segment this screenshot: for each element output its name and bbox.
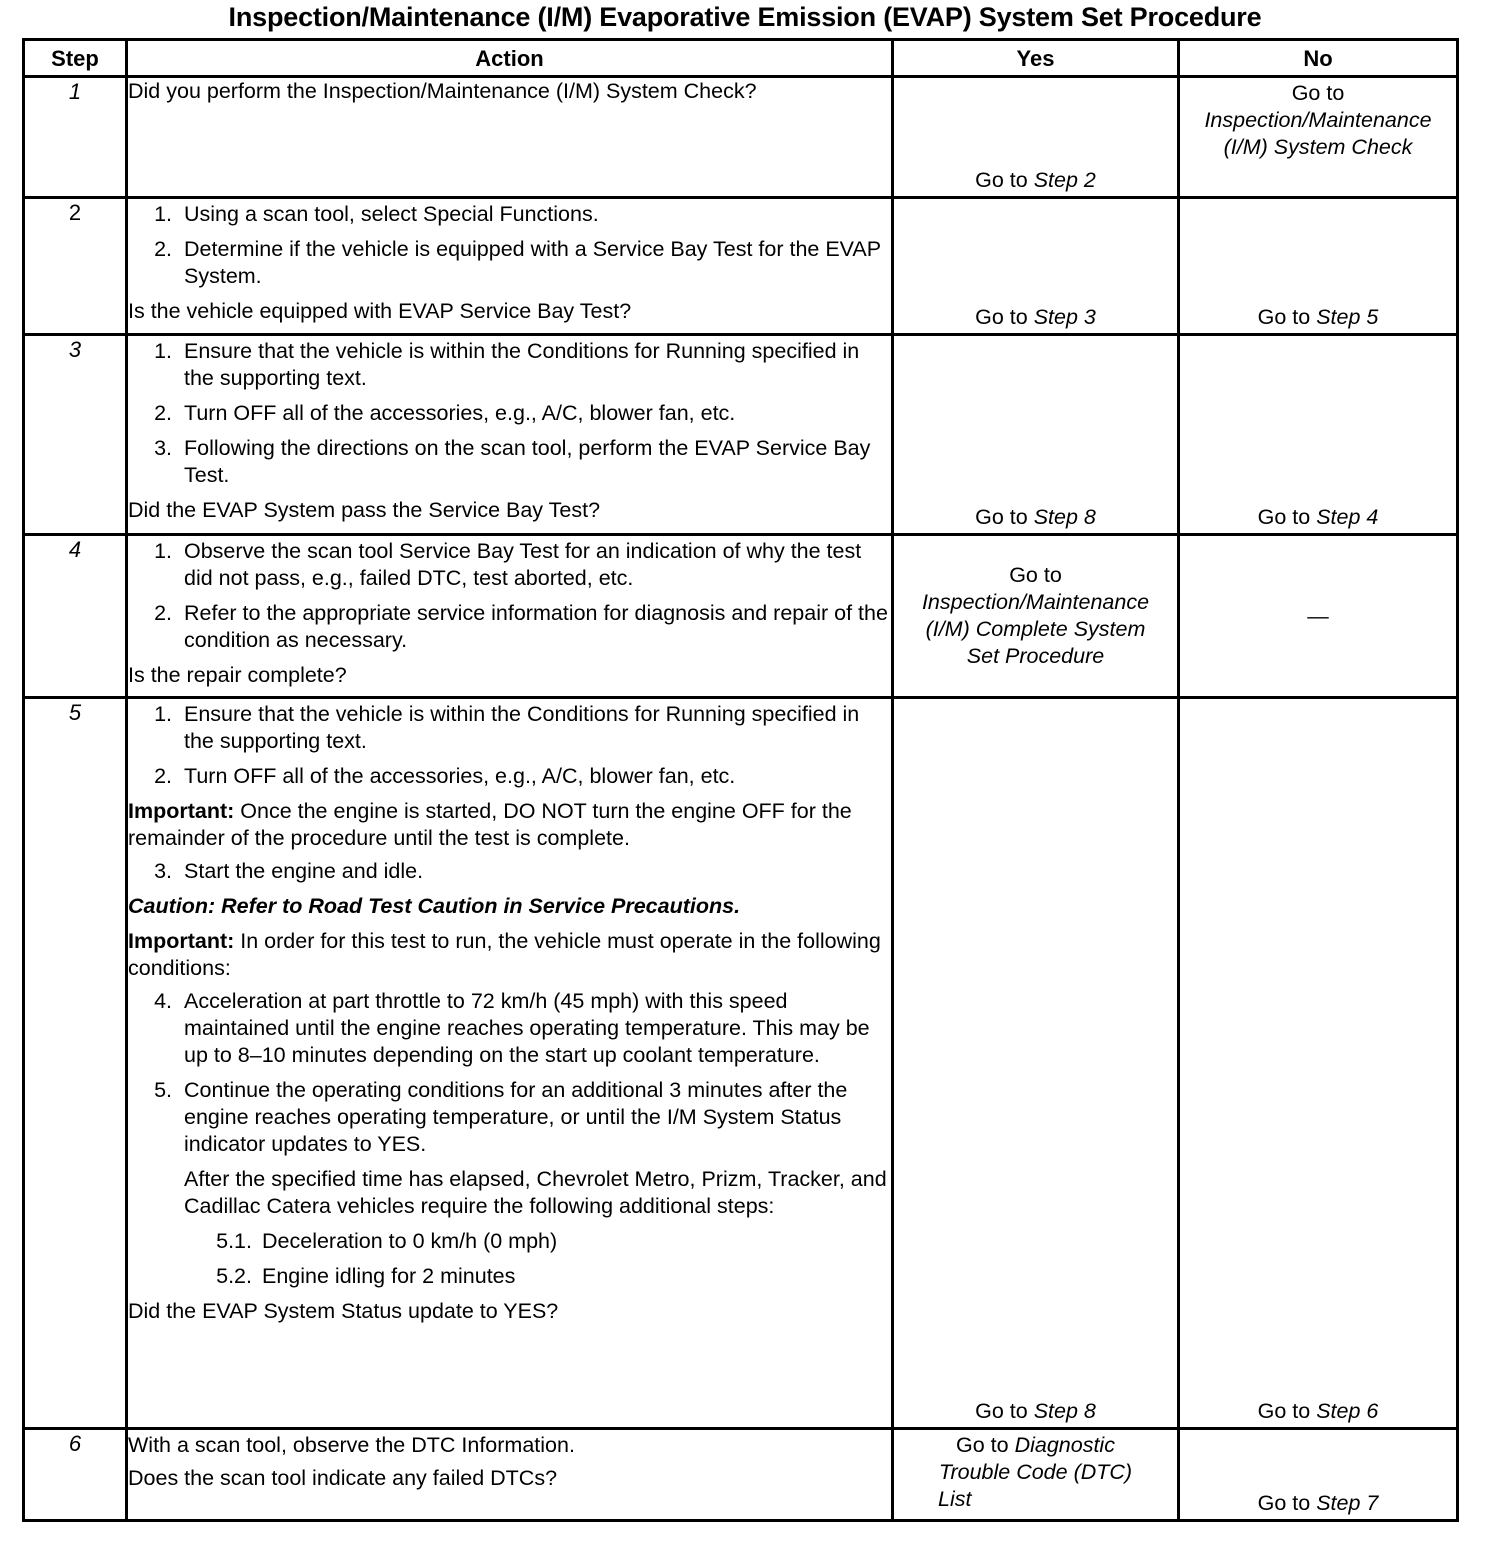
- no-cell: [1179, 198, 1458, 335]
- list-item: 2. Refer to the appropriate service information for diagnosis and repair of the condition as necessary.: [154, 601, 888, 652]
- no-value: —: [1307, 603, 1329, 628]
- list-item: 2. Turn OFF all of the accessories, e.g., A/C, blower fan, etc.: [154, 764, 736, 788]
- yes-cell: [893, 77, 1179, 198]
- step-number: 4: [24, 535, 127, 698]
- header-row: [24, 40, 1458, 77]
- action-cell: [127, 335, 893, 535]
- action-cell: [127, 198, 893, 335]
- table-row-step-2: [24, 198, 1458, 335]
- yes-link[interactable]: Go to Step 8: [975, 505, 1096, 529]
- action-list: [128, 988, 891, 1158]
- no-cell: [1179, 698, 1458, 1429]
- table-row-step-6: [24, 1429, 1458, 1521]
- list-item: 5.1. Deceleration to 0 km/h (0 mph): [216, 1229, 558, 1253]
- table-row-step-4: [24, 535, 1458, 698]
- yes-link[interactable]: Go to Diagnostic Trouble Code (DTC) List: [938, 1433, 1133, 1511]
- list-item: 1. Ensure that the vehicle is within the Conditions for Running specified in the supporting text.: [154, 702, 860, 753]
- list-item: 1. Using a scan tool, select Special Functions.: [154, 202, 599, 226]
- list-item: 5.2. Engine idling for 2 minutes: [216, 1264, 516, 1288]
- action-list: [128, 538, 891, 654]
- yes-cell: [893, 535, 1179, 698]
- yes-cell: [893, 335, 1179, 535]
- table-row-step-3: [24, 335, 1458, 535]
- header-no: No: [1179, 40, 1458, 77]
- no-link[interactable]: Go to Step 5: [1257, 305, 1379, 329]
- important-note: Important: In order for this test to run, the vehicle must operate in the following conditions:: [128, 929, 881, 980]
- question-text: Did the EVAP System Status update to YES?: [128, 1299, 559, 1323]
- no-link[interactable]: Go to Step 7: [1257, 1491, 1379, 1515]
- list-item: 2. Turn OFF all of the accessories, e.g., A/C, blower fan, etc.: [154, 401, 736, 425]
- question-text: Did you perform the Inspection/Maintenance (I/M) System Check?: [128, 79, 757, 103]
- procedure-table: [22, 38, 1459, 1522]
- table-row-step-5: [24, 698, 1458, 1429]
- yes-cell: [893, 698, 1179, 1429]
- yes-link[interactable]: Go to Step 2: [975, 168, 1096, 192]
- sub-step-list: [128, 1228, 891, 1290]
- page-title: Inspection/Maintenance (I/M) Evaporative Emission (EVAP) System Set Procedure: [228, 2, 1262, 32]
- action-list: [128, 201, 891, 290]
- step-number: 1: [24, 77, 127, 198]
- action-cell: [127, 1429, 893, 1521]
- yes-link[interactable]: Go to Step 3: [975, 305, 1096, 329]
- list-item: 5. Continue the operating conditions for an additional 3 minutes after the engine reaches operating temperature, or until the I/M System Status indicator updates to YES.: [154, 1078, 848, 1156]
- header-yes: Yes: [893, 40, 1179, 77]
- yes-cell: [893, 198, 1179, 335]
- no-link[interactable]: Go to Inspection/Maintenance (I/M) System Check: [1204, 81, 1432, 159]
- step-number: 5: [24, 698, 127, 1429]
- question-text: Is the repair complete?: [128, 663, 347, 687]
- list-item: 2. Determine if the vehicle is equipped with a Service Bay Test for the EVAP System.: [154, 237, 881, 288]
- action-cell: [127, 535, 893, 698]
- important-note: Important: Once the engine is started, DO NOT turn the engine OFF for the remainder of the procedure until the test is complete.: [128, 799, 852, 850]
- no-link[interactable]: Go to Step 6: [1257, 1399, 1379, 1423]
- no-cell: [1179, 335, 1458, 535]
- step-number: 2: [24, 198, 127, 335]
- yes-cell: [893, 1429, 1179, 1521]
- question-text: Is the vehicle equipped with EVAP Service Bay Test?: [128, 299, 632, 323]
- no-cell: [1179, 1429, 1458, 1521]
- list-item: 4. Acceleration at part throttle to 72 km/h (45 mph) with this speed maintained until the engine reaches operating temperature. This may be up to 8–10 minutes depending on the start up coolant temperature.: [154, 989, 870, 1067]
- step-number: 6: [24, 1429, 127, 1521]
- header-action: Action: [127, 40, 893, 77]
- list-item: 1. Observe the scan tool Service Bay Test for an indication of why the test did not pass, e.g., failed DTC, test aborted, etc.: [154, 539, 862, 590]
- header-step: Step: [24, 40, 127, 77]
- no-link[interactable]: Go to Step 4: [1257, 505, 1379, 529]
- step-number: 3: [24, 335, 127, 535]
- action-list: [128, 338, 891, 489]
- list-item: 1. Ensure that the vehicle is within the Conditions for Running specified in the supporting text.: [154, 339, 860, 390]
- question-text: Does the scan tool indicate any failed DTCs?: [128, 1466, 558, 1490]
- instruction-text: With a scan tool, observe the DTC Information.: [128, 1433, 575, 1457]
- action-list: [128, 701, 891, 790]
- no-cell: [1179, 77, 1458, 198]
- list-item: 3. Start the engine and idle.: [154, 859, 424, 883]
- additional-steps-note: After the specified time has elapsed, Chevrolet Metro, Prizm, Tracker, and Cadillac Catera vehicles require the following additional steps:: [184, 1167, 887, 1218]
- question-text: Did the EVAP System pass the Service Bay Test?: [128, 498, 601, 522]
- yes-link[interactable]: Go to Step 8: [975, 1399, 1096, 1423]
- yes-link[interactable]: Go to Inspection/Maintenance (I/M) Complete System Set Procedure: [921, 563, 1150, 668]
- table-row-step-1: [24, 77, 1458, 198]
- no-cell: [1179, 535, 1458, 698]
- action-cell: [127, 698, 893, 1429]
- caution-note: Caution: Refer to Road Test Caution in Service Precautions.: [128, 894, 741, 918]
- list-item: 3. Following the directions on the scan tool, perform the EVAP Service Bay Test.: [154, 436, 871, 487]
- action-list: [128, 858, 891, 885]
- action-cell: [127, 77, 893, 198]
